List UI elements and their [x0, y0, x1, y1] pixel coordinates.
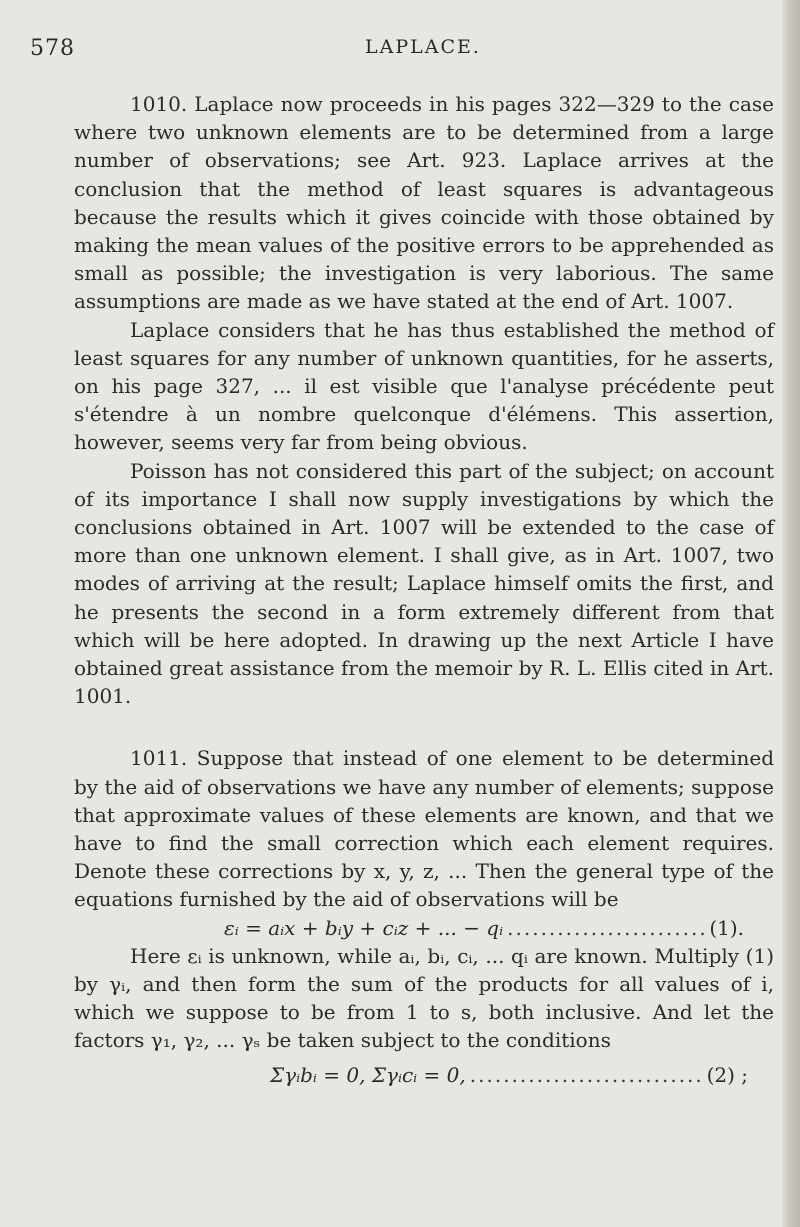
dot-leader — [470, 1061, 703, 1089]
equation-2 — [74, 1061, 748, 1089]
dot-leader — [507, 914, 705, 942]
equation-2-expression: Σγᵢbᵢ = 0, Σγᵢcᵢ = 0, — [270, 1062, 466, 1087]
section-gap — [74, 710, 774, 744]
paragraph-laplace-considers: Laplace considers that he has thus established the method of least squares for any number of unknown quantities, for he asserts, on his page 327, ... il est visible que l'analyse précédente peut s'étendre à un nombre quelconque d'élémens. This assertion, however, seems very far from being obvious. — [74, 317, 774, 455]
paragraph-1011: 1011. Suppose that instead of one element to be determined by the aid of observations we have any number of elements; suppose that approximate values of these elements are known, and that we have to find the small correction which each element requires. Denote these corrections by x, y, z, ... Then the general type of the equations furnished by the aid of observations will be — [74, 746, 774, 912]
paragraph-1010: 1010. Laplace now proceeds in his pages 322—329 to the case where two unknown elements are to be determined from a large number of observations; see Art. 923. Laplace arrives at the conclusion that the method of least squares is advantageous because the results which it gives coincide with those obtained by making the mean values of the positive errors to be apprehended as small as possible; the investigation is very laborious. The same assumptions are made as we have stated at the end of Art. 1007. — [74, 92, 774, 314]
paragraph-here: Here εᵢ is unknown, while aᵢ, bᵢ, cᵢ, ... qᵢ are known. Multiply (1) by γᵢ, and then form the sum of the products for all values of i, which we suppose to be from 1 to s, both inclusive. And let the factors γ₁, γ₂, ... γₛ be taken subject to the conditions — [74, 943, 774, 1053]
running-head: LAPLACE. — [365, 36, 481, 58]
equation-1-tag: (1). — [709, 915, 744, 940]
page-body — [74, 90, 774, 1089]
equation-1-expression: εᵢ = aᵢx + bᵢy + cᵢz + ... − qᵢ — [224, 915, 504, 940]
page-header — [0, 26, 800, 66]
equation-1 — [74, 914, 744, 942]
paragraph-poisson: Poisson has not considered this part of the subject; on account of its importance I shall now supply investigations by which the conclusions obtained in Art. 1007 will be extended to the case of more than one unknown element. I shall give, as in Art. 1007, two modes of arriving at the result; Laplace himself omits the first, and he presents the second in a form extremely different from that which will be here adopted. In drawing up the next Article I have obtained great assistance from the memoir by R. L. Ellis cited in Art. 1001. — [74, 458, 774, 709]
equation-2-tag: (2) ; — [706, 1062, 748, 1087]
page-edge — [782, 0, 800, 1227]
page-number: 578 — [30, 36, 75, 61]
